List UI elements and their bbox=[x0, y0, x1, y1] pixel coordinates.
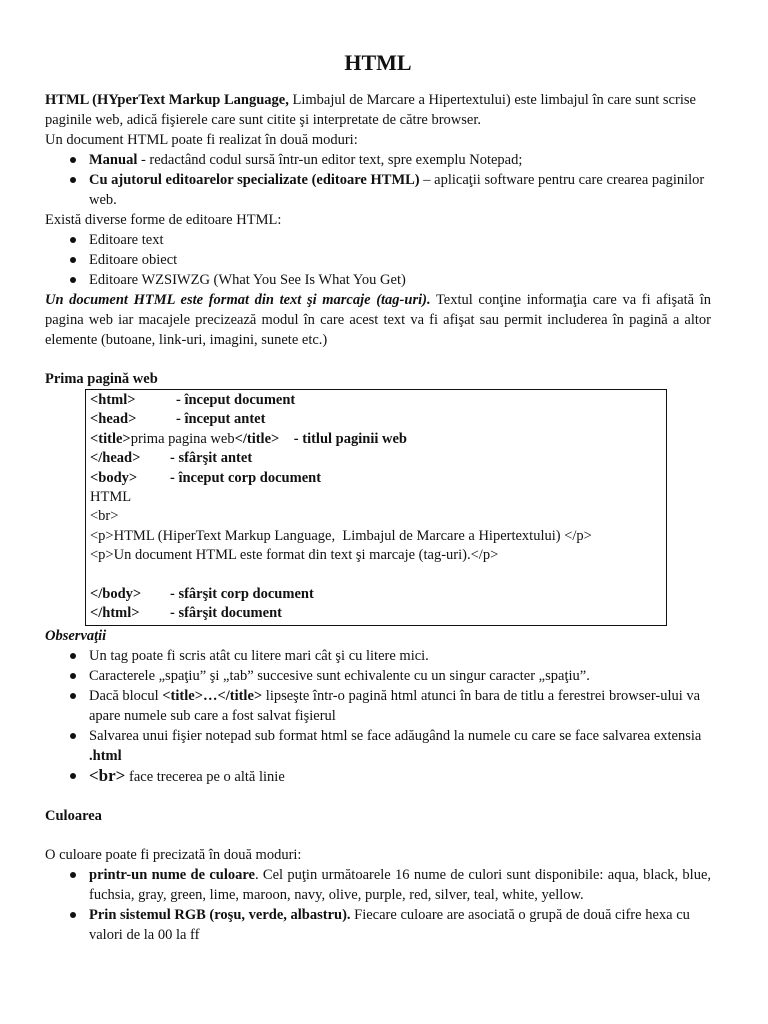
list-item: Editoare text bbox=[89, 230, 711, 250]
code-line: </body> - sfârşit corp document bbox=[90, 585, 314, 602]
list-item: Salvarea unui fişier notepad sub format html se face adăugând la numele cu care se face salvarea extensia .html bbox=[89, 726, 711, 766]
mode-manual-bold: Manual bbox=[89, 152, 141, 168]
code-line: <p>Un document HTML este format din text şi marcaje (tag-uri).</p> bbox=[90, 547, 499, 564]
code-line: </html> - sfârşit document bbox=[90, 605, 282, 622]
color-modes-list bbox=[45, 865, 711, 945]
list-item bbox=[89, 150, 711, 170]
list-item bbox=[89, 170, 711, 210]
list-item: Dacă blocul <title>…</title> lipseşte într-o pagină html atunci în bara de titlu a ferestrei browser-ului va apare numele sub care a fost salvat fişierul bbox=[89, 686, 711, 726]
document-page bbox=[45, 48, 711, 945]
list-item: <br> face trecerea pe o altă linie bbox=[89, 766, 711, 787]
intro-text: Limbajul de Marcare a Hipertextului) este limbajul în care sunt scrise paginile web, adică fişierele care sunt citite şi interpretate de către browser. bbox=[45, 92, 696, 128]
color-heading: Culoarea bbox=[45, 807, 102, 824]
list-item: Prin sistemul RGB (roşu, verde, albastru). Fiecare culoare are asociată o grupă de două cifre hexa cu valori de la 00 la ff bbox=[89, 905, 711, 945]
list-item: Editoare obiect bbox=[89, 250, 711, 270]
observations-heading: Observaţii bbox=[45, 627, 107, 644]
format-bold-italic: Un document HTML este format din text şi marcaje (tag-uri). bbox=[45, 292, 431, 308]
code-line: <html> - început document bbox=[90, 392, 296, 408]
editors-list bbox=[45, 230, 711, 290]
code-line: <body> - început corp document bbox=[90, 469, 322, 486]
code-line: HTML bbox=[90, 488, 132, 505]
code-line: <br> bbox=[90, 508, 119, 525]
list-item: printr-un nume de culoare. Cel puţin următoarele 16 nume de culori sunt disponibile: aqua, black, blue, fuchsia, gray, green, lime, maroon, navy, olive, purple, red, silver, teal, white, yellow. bbox=[89, 866, 712, 903]
editors-intro: Există diverse forme de editoare HTML: bbox=[45, 212, 282, 228]
first-page-heading: Prima pagină web bbox=[45, 371, 158, 387]
format-text: Textul conţine informaţia care va fi afişată în pagina web iar macajele precizează modul în care acest text va fi afişat sau permit includerea în pagină a altor elemente (butoane, link-uri, imagini, sunete etc.) bbox=[45, 292, 711, 348]
observations-list bbox=[45, 646, 711, 787]
color-intro: O culoare poate fi precizată în două moduri: bbox=[45, 846, 302, 863]
intro-bold: HTML (HYperText Markup Language, bbox=[45, 92, 293, 108]
code-line: <p>HTML (HiperText Markup Language, Limbajul de Marcare a Hipertextului) </p> bbox=[90, 527, 592, 544]
modes-list bbox=[45, 150, 711, 210]
mode-editors-text: – aplicaţii software pentru care crearea paginilor web. bbox=[89, 172, 705, 208]
list-item: Caracterele „spaţiu” şi „tab” succesive sunt echivalente cu un singur caracter „spaţiu”. bbox=[89, 666, 711, 686]
list-item: Editoare WZSIWZG (What You See Is What You Get) bbox=[89, 270, 711, 290]
format-paragraph bbox=[45, 290, 711, 350]
list-item: Un tag poate fi scris atât cu litere mari cât şi cu litere mici. bbox=[89, 646, 711, 666]
code-line: </head> - sfârşit antet bbox=[90, 450, 253, 467]
intro-paragraph bbox=[45, 90, 711, 130]
mode-manual-text: - redactând codul sursă într-un editor text, spre exemplu Notepad; bbox=[140, 152, 523, 168]
modes-intro: Un document HTML poate fi realizat în două moduri: bbox=[45, 132, 358, 148]
code-line: <head> - început antet bbox=[90, 411, 266, 428]
code-example-box bbox=[85, 389, 667, 626]
mode-editors-bold: Cu ajutorul editoarelor specializate (editoare HTML) bbox=[89, 172, 420, 188]
code-line: <title>prima pagina web</title> - titlul paginii web bbox=[90, 430, 407, 447]
page-title: HTML bbox=[344, 50, 412, 75]
